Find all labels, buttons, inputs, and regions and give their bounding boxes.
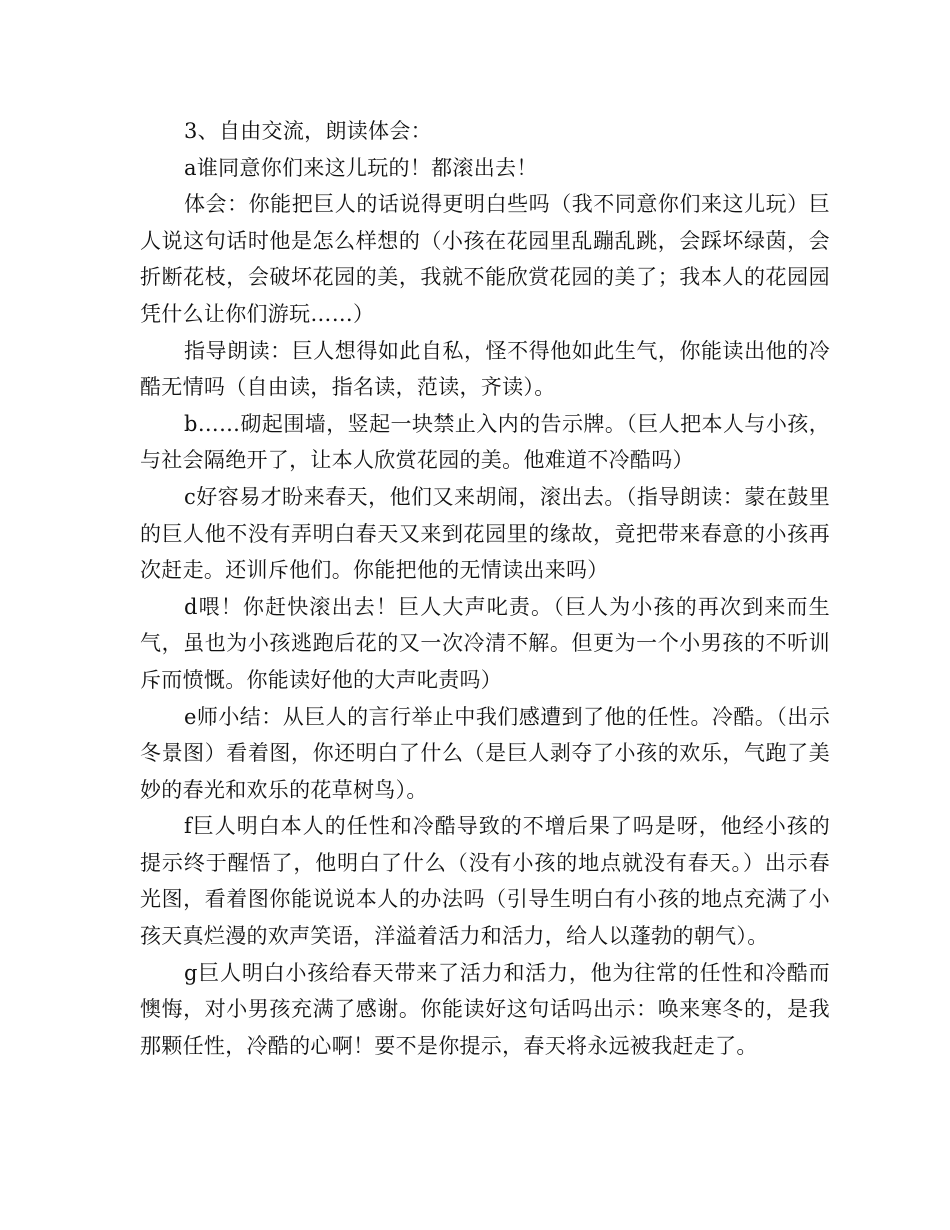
- paragraph-item-f: f巨人明白本人的任性和冷酷导致的不增后果了吗是呀，他经小孩的提示终于醒悟了，他明白了什么（没有小孩的地点就没有春天。）出示春光图，看着图你能说说本人的办法吗（引导生明白有小孩的地点充满了小孩天真烂漫的欢声笑语，洋溢着活力和活力，给人以蓬勃的朝气）。: [140, 814, 830, 949]
- paragraph-item-d: d喂！你赶快滚出去！巨人大声叱责。（巨人为小孩的再次到来而生气，虽也为小孩逃跑后花的又一次冷清不解。但更为一个小男孩的不听训斥而愤慨。你能读好他的大声叱责吗）: [140, 594, 830, 692]
- paragraph-item-g: g巨人明白小孩给春天带来了活力和活力，他为往常的任性和冷酷而懊悔，对小男孩充满了感谢。你能读好这句话吗出示：唤来寒冬的，是我那颗任性，冷酷的心啊！要不是你提示，春天将永远被我赶走了。: [140, 960, 830, 1058]
- paragraph-item-a: a谁同意你们来这儿玩的！都滚出去！: [184, 155, 538, 180]
- document-body: [140, 113, 830, 1064]
- paragraph-experience: 体会：你能把巨人的话说得更明白些吗（我不同意你们来这儿玩）巨人说这句话时他是怎么样想的（小孩在花园里乱蹦乱跳，会踩坏绿茵，会折断花枝，会破坏花园的美，我就不能欣赏花园的美了；我本人的花园园凭什么让你们游玩……）: [140, 192, 830, 326]
- paragraph-section-heading: 3、自由交流，朗读体会：: [184, 119, 432, 143]
- paragraph-item-c: c好容易才盼来春天，他们又来胡闹，滚出去。（指导朗读：蒙在鼓里的巨人他不没有弄明白春天又来到花园里的缘故，竟把带来春意的小孩再次赶走。还训斥他们。你能把他的无情读出来吗）: [140, 484, 830, 583]
- paragraph-item-b: b……砌起围墙，竖起一块禁止入内的告示牌。（巨人把本人与小孩，与社会隔绝开了，让本人欣赏花园的美。他难道不冷酷吗）: [140, 411, 830, 473]
- paragraph-item-e: e师小结：从巨人的言行举止中我们感遭到了他的任性。冷酷。（出示冬景图）看着图，你还明白了什么（是巨人剥夺了小孩的欢乐，气跑了美妙的春光和欢乐的花草树鸟）。: [140, 704, 830, 802]
- paragraph-reading-guide: 指导朗读：巨人想得如此自私，怪不得他如此生气，你能读出他的冷酷无情吗（自由读，指名读，范读，齐读）。: [140, 338, 830, 400]
